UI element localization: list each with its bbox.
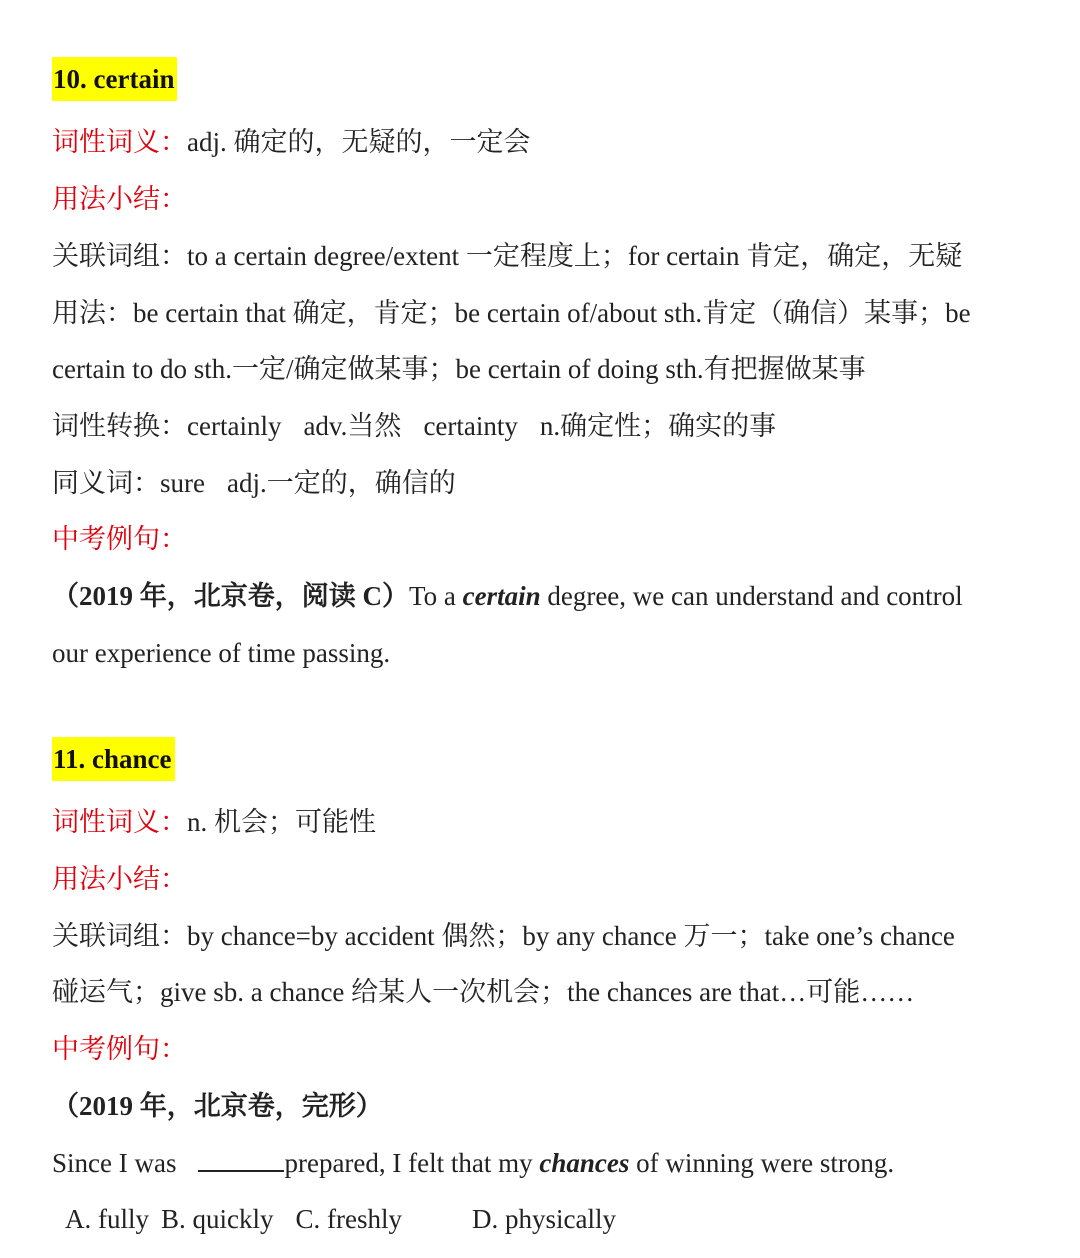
entry-11-heading: 11. chance — [52, 737, 175, 781]
entry-10-synonym-line — [52, 465, 1037, 501]
example-source: （2019 年，北京卷，完形） — [52, 1091, 383, 1121]
sentence-post: of winning were strong. — [629, 1148, 895, 1178]
usage-line1-label: 用法： — [52, 298, 133, 328]
synonym-word: sure — [160, 468, 205, 498]
example-source: （2019 年，北京卷，阅读 C） — [52, 581, 409, 611]
usage-line1-text: be certain that 确定，肯定；be certain of/about sth.肯定（确信）某事；be — [133, 298, 971, 328]
sentence-key-word: chances — [539, 1148, 630, 1178]
example-label: 中考例句： — [52, 1034, 187, 1064]
entry-10-usage-line-1 — [52, 295, 1037, 331]
usage-label: 用法小结： — [52, 864, 187, 894]
phrases-line-2: 碰运气；give sb. a chance 给某人一次机会；the chances are that…可能…… — [52, 977, 915, 1007]
entry-11-phrases-line-2 — [52, 974, 1037, 1010]
entry-11-example-source-line — [52, 1088, 1037, 1124]
phrases-label: 关联词组： — [52, 241, 187, 271]
phrases-text: to a certain degree/extent 一定程度上；for certain 肯定，确定，无疑 — [187, 241, 963, 271]
option-c: C. freshly — [295, 1204, 402, 1234]
conversion-def-2: n.确定性；确实的事 — [539, 411, 777, 441]
pos-text: adj. 确定的，无疑的，一定会 — [187, 127, 531, 157]
entry-11-options-line — [65, 1201, 1050, 1237]
example-pre: To a — [409, 581, 463, 611]
conversion-label: 词性转换： — [52, 411, 187, 441]
sentence-mid: prepared, I felt that my — [284, 1148, 540, 1178]
example-line-2: our experience of time passing. — [52, 638, 391, 668]
usage-line2-text: certain to do sth.一定/确定做某事；be certain of doing sth.有把握做某事 — [52, 354, 866, 384]
option-d: D. physically — [471, 1204, 616, 1234]
pos-label: 词性词义： — [52, 807, 187, 837]
answer-blank — [198, 1144, 284, 1172]
example-key-word: certain — [462, 581, 541, 611]
entry-10-usage-label — [52, 181, 1037, 217]
conversion-word-1: certainly — [187, 411, 282, 441]
usage-label: 用法小结： — [52, 184, 187, 214]
entry-11-pos-line — [52, 804, 1037, 840]
entry-10-example-line-1 — [52, 578, 1037, 614]
example-post: degree, we can understand and control — [540, 581, 963, 611]
entry-10-example-line-2 — [52, 635, 1037, 671]
phrases-label: 关联词组： — [52, 921, 187, 951]
entry-11-phrases-line-1 — [52, 918, 1037, 954]
sentence-pre: Since I was — [52, 1148, 177, 1178]
conversion-def-1: adv.当然 — [303, 411, 402, 441]
option-b: B. quickly — [161, 1204, 274, 1234]
synonym-def: adj.一定的，确信的 — [226, 468, 456, 498]
entry-10-example-label — [52, 521, 1037, 557]
synonym-label: 同义词： — [52, 468, 160, 498]
pos-label: 词性词义： — [52, 127, 187, 157]
entry-10-usage-line-2 — [52, 351, 1037, 387]
entry-11-example-label — [52, 1031, 1037, 1067]
entry-10-heading: 10. certain — [52, 57, 177, 101]
entry-10-pos-line — [52, 124, 1037, 160]
entry-10-conversion-line — [52, 408, 1037, 444]
entry-11-sentence-line — [52, 1144, 1037, 1180]
option-a: A. fully — [65, 1204, 149, 1234]
phrases-line-1: by chance=by accident 偶然；by any chance 万一；take one’s chance — [187, 921, 955, 951]
entry-10-phrases-line — [52, 238, 1037, 274]
entry-11-usage-label — [52, 861, 1037, 897]
example-label: 中考例句： — [52, 524, 187, 554]
conversion-word-2: certainty — [423, 411, 518, 441]
pos-text: n. 机会；可能性 — [187, 807, 376, 837]
